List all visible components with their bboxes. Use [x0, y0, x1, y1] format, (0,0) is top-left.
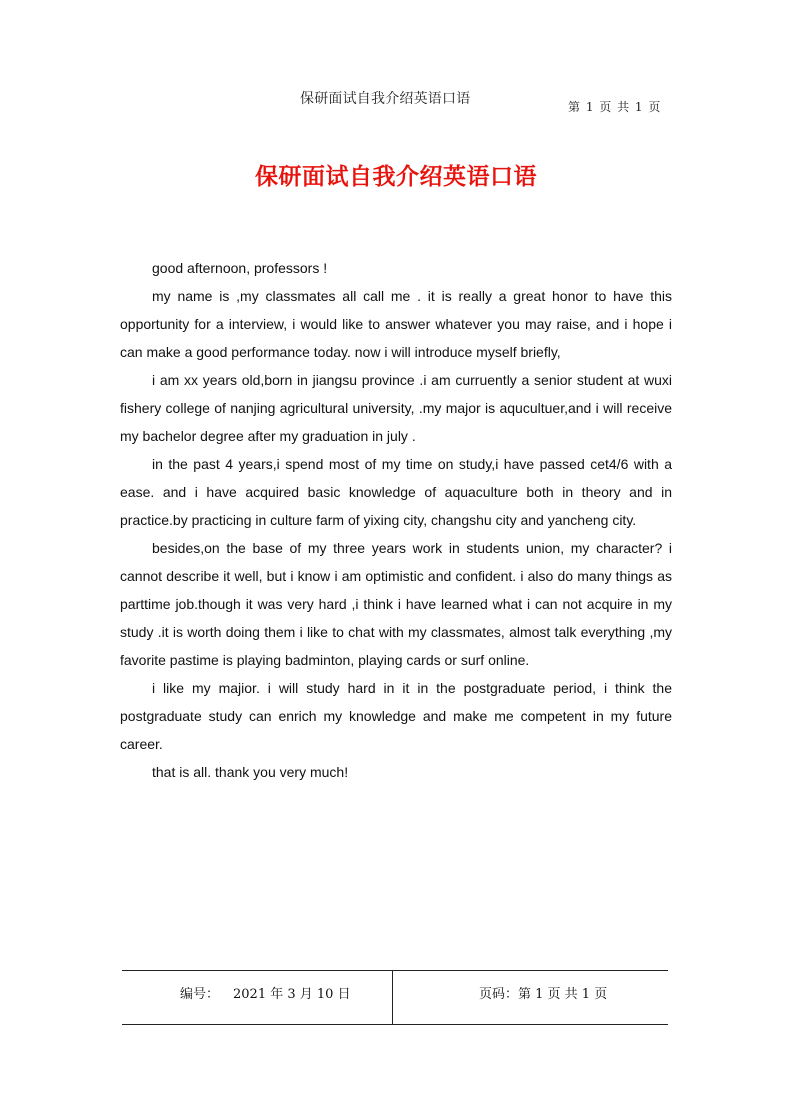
document-title: 保研面试自我介绍英语口语 — [255, 163, 537, 190]
paragraph-background: i am xx years old,born in jiangsu province .i am curruently a senior student at wuxi fishery college of nanjing agricultural university, .my major is aqucultuer,and i will receive my bachelor degree after my graduation in july . — [120, 372, 672, 444]
footer-date: 2021 年 3 月 10 日 — [233, 987, 351, 1002]
footer-column-divider — [392, 971, 393, 1024]
footer-number-label: 编号： — [180, 987, 220, 1002]
paragraph-activities: besides,on the base of my three years work in students union, my character? i cannot describe it well, but i know i am optimistic and confident. i also do many things as parttime job.though it was very hard ,i think i have learned what i can not acquire in my study .it is worth doing them i like to chat with my classmates, almost talk everything ,my favorite pastime is playing badminton, playing cards or surf online. — [120, 540, 672, 668]
footer-table — [122, 970, 668, 1025]
footer-number-cell — [180, 983, 351, 1002]
footer-page-code: 页码：第 1 页 共 1 页 — [479, 987, 608, 1002]
running-header-page-indicator: 第 1 页 共 1 页 — [568, 100, 662, 114]
paragraph-study: in the past 4 years,i spend most of my time on study,i have passed cet4/6 with a ease. and i have acquired basic knowledge of aquaculture both in theory and in practice.by practicing in culture farm of yixing city, changshu city and yancheng city. — [120, 456, 672, 528]
paragraph-closing: that is all. thank you very much! — [152, 764, 349, 780]
running-header-title: 保研面试自我介绍英语口语 — [300, 91, 471, 107]
paragraph-greeting: good afternoon, professors ! — [152, 260, 328, 276]
paragraph-introduction: my name is ,my classmates all call me . it is really a great honor to have this opportunity for a interview, i would like to answer whatever you may raise, and i hope i can make a good performance today. now i will introduce myself briefly, — [120, 288, 672, 360]
paragraph-major: i like my majior. i will study hard in it in the postgraduate period, i think the postgraduate study can enrich my knowledge and make me competent in my future career. — [120, 680, 672, 752]
document-body — [120, 254, 672, 786]
